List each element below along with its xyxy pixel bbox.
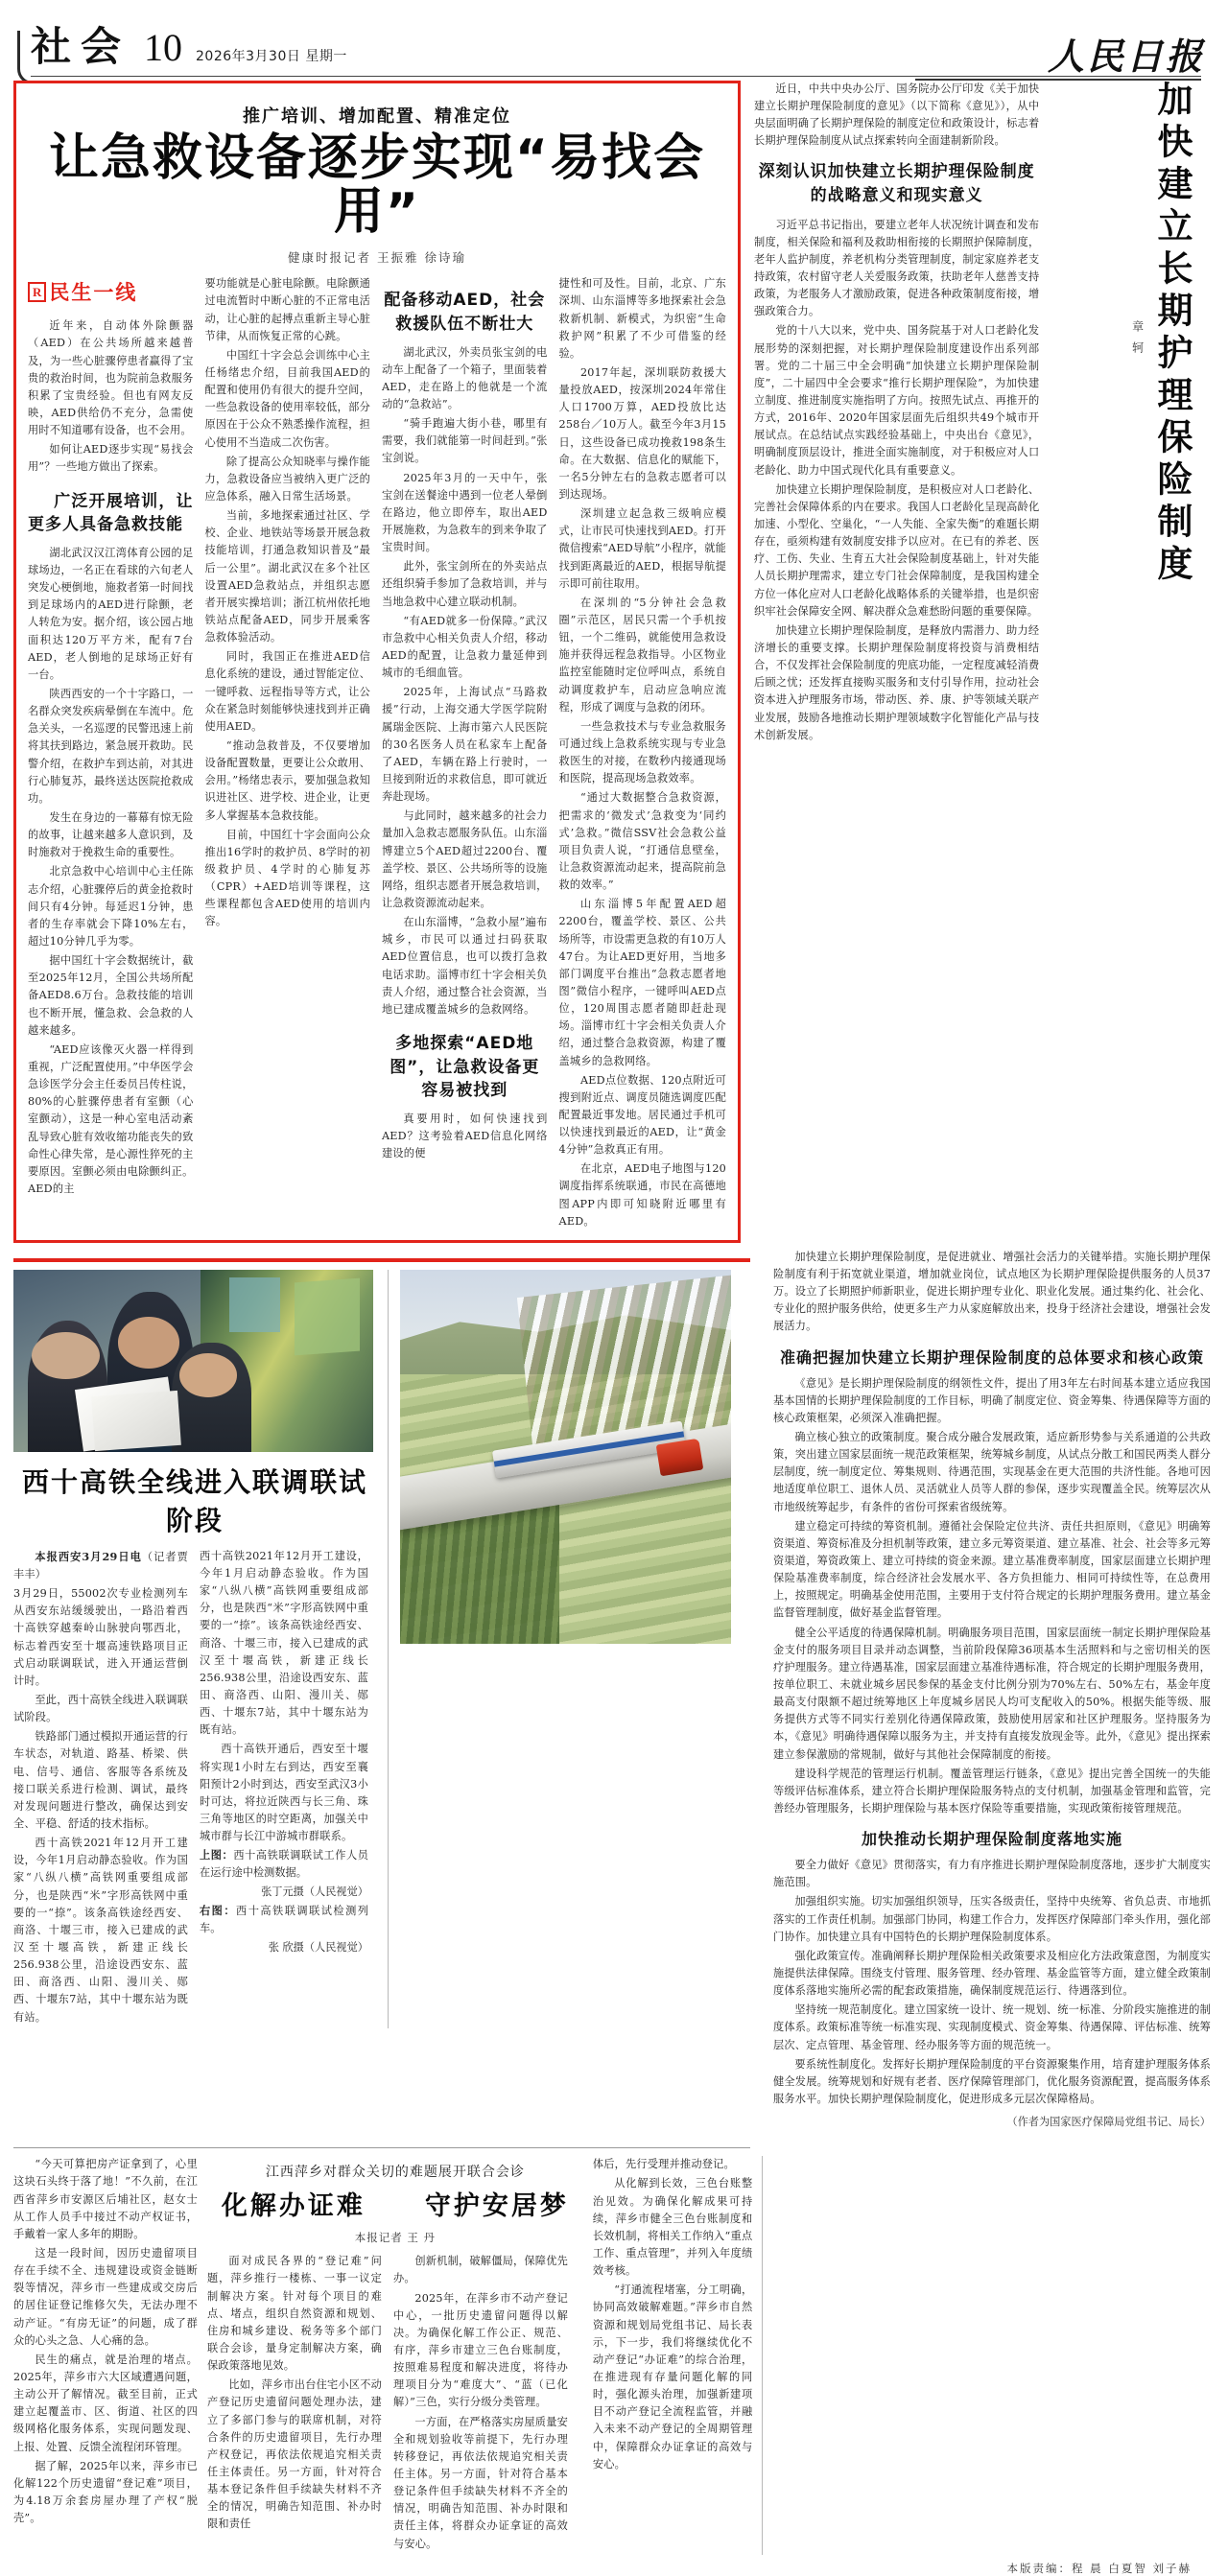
feature-col-1 (28, 275, 194, 1232)
column-divider-2 (762, 2156, 763, 2554)
feature-byline: 健康时报记者 王振雅 徐诗瑜 (288, 250, 466, 266)
feature-p1-2: 陕西西安的一个十字路口，一名群众突发疾病晕倒在车流中。危急关头，一名巡逻的民警迅速上前将其扶到路边，紧急展开救助。民警介绍，在救护车到达前，对其进行心肺复苏，最终送达医院抢救成功。 (28, 687, 194, 805)
feature-lead-1: 近年来，自动体外除颤器（AED）在公共场所越来越普及，为一些心脏骤停患者赢得了宝贵的救治时间，也为院前急救服务积累了宝贵经验。但也有网友反映，AED供给仍不充分，急需使用时不知道哪有设备，也不会用。 (28, 319, 194, 437)
feature-c3-8: 在山东淄博，“急救小屋”遍布城乡，市民可以通过扫码获取AED位置信息，也可以拨打急救电话求助。淄博市红十字会相关负责人介绍，通过整合社会资源，当地已建成覆盖城乡的急救网络。 (382, 916, 548, 1016)
pingxiang-byline: 本报记者 王 丹 (354, 2231, 437, 2245)
pingxiang-col-4 (593, 2156, 753, 2554)
editorial-intro: 近日，中共中央办公厅、国务院办公厅印发《关于加快建立长期护理保险制度的意见》（以下简称《意见》），从中央层面明确了长期护理保险的制度定位和政策设计，标志着长期护理保险制度从试点探索转向全面建制新阶段。 (754, 82, 1040, 148)
feature-c2-7: 目前，中国红十字会面向公众推出16学时的救护员、8学时的初级救护员、4学时的心肺复苏（CPR）+AED培训等课程，这些课程都包含AED使用的培训内容。 (204, 828, 371, 928)
pingxiang-section (13, 2156, 1215, 2554)
feature-c4-5: 一些急救技术与专业急救服务可通过线上急救系统实现与专业急救医生的对接，在数秒内接通现场和医院，提高现场急救效率。 (558, 719, 726, 785)
editorial-vertical-title-block (1049, 81, 1192, 746)
editorial-subhead-3: 加快推动长期护理保险制度落地实施 (861, 1830, 1122, 1849)
red-divider-1 (13, 1258, 750, 1262)
masthead (13, 0, 1215, 81)
column-divider-1 (388, 1270, 389, 2028)
pingxiang-c2-1: 面对成民各界的“登记难”问题，萍乡推行一楼栋、一事一议定制解决方案。针对每个项目的难点、堵点，组织自然资源和规划、住房和城乡建设、税务等多个部门联合会诊，量身定制解决方案，确保政策落地见效。 (207, 2255, 382, 2373)
railway-p2: 至此，西十高铁全线进入联调联试阶段。 (13, 1694, 188, 1724)
feature-c4-1: 捷性和可及性。目前，北京、广东深圳、山东淄博等多地探索社会急救新机制、新模式，为织密“生命救护网”积累了不少可借鉴的经验。 (558, 277, 726, 360)
editorial-p7: 确立核心独立的政策制度。聚合成分融合发展政策，适应新形势参与关系通道的公共政策，突出建立国家层面统一规范政策框架，统筹城乡制度，从试点分散工和国民两类人群分层制度，统一制度定位、筹集规则、待遇范围，实现基金在更大范围的共济性能。各地可因地适度单位职工、退休人员、灵活就业人员等人群的参保，逐步实现覆盖全民。统筹层次从市地级统筹起步，有条件的省份可探索省级统筹。 (773, 1431, 1211, 1513)
pingxiang-c3-1: 创新机制，破解僵局，保障优先办。 (393, 2255, 568, 2285)
pingxiang-c3-2: 2025年，在萍乡市不动产登记中心，一批历史遗留问题得以解决。为确保化解工作公正、规范、有序，萍乡市建立三色台账制度，按照难易程度和解决进度，将待办理项目分为“难度大”、“蓝（已化解）”三色，实行分级分类管理。 (393, 2291, 568, 2409)
railway-p3: 铁路部门通过模拟开通运营的行车状态，对轨道、路基、桥梁、供电、信号、通信、客服等各系统及接口联关系进行检测、调试，最终对发现问题进行整改，确保达到安全、平稳、舒适的技术指标。 (13, 1730, 188, 1831)
minsheng-tag (28, 277, 194, 306)
railway-right-block (400, 1270, 736, 2028)
feature-p1-4: 北京急救中心培训中心主任陈志介绍，心脏骤停后的黄金抢救时间只有4分钟。每延迟1分钟，患者的生存率就会下降10%左右，超过10分钟几乎为零。 (28, 865, 194, 948)
editorial-p3: 加快建立长期护理保险制度，是积极应对人口老龄化、完善社会保障体系的内在要求。我国人口老龄化呈现高龄化加速、小型化、空巢化，“一人失能、全家失衡”的难题长期存在，亟须构建有效制度安排予以应对。在已有的养老、医疗、工伤、失业、生育五大社会保险制度基础上，针对失能人员长期护理需求，建立专门社会保障制度，是我国构建全方位一体化应对人口老龄化战略体系的关键举措，也是织密织牢社会保障安全网、解决群众急难愁盼问题的重要保障。 (754, 482, 1040, 618)
feature-p1-1: 湖北武汉汉江湾体育公园的足球场边，一名正在看球的六旬老人突发心梗倒地，施救者第一时间找到足球场内的AED进行除颤，老人转危为安。据介绍，该公园占地面积达120万平方米，配有7台AED，老人倒地的足球场正好有一台。 (28, 546, 194, 681)
editorial-article (741, 81, 1192, 746)
pingxiang-headline (207, 2185, 583, 2222)
masthead-right (1047, 35, 1215, 81)
middle-left (13, 1249, 750, 2140)
pingxiang-c1-2: 这是一段时间，因历史遗留项目存在手续不全、违规建设或资金链断裂等情况，萍乡市一些建成或交房后的居住证登记维修欠失，无法办理不动产证。“有房无证”的问题，成了群众的心头之急、人心痛的急。 (13, 2246, 198, 2347)
tag-label: 民生一线 (49, 281, 138, 305)
pingxiang-c4-1: 体后，先行受理并推动登记。 (592, 2158, 735, 2171)
feature-col-2 (205, 275, 371, 1232)
photo-a-document-2 (91, 1391, 181, 1451)
feature-lead-2: 如何让AED逐步实现“易找会用”？一些地方做出了探索。 (28, 443, 194, 474)
editorial-text-column (754, 81, 1039, 746)
editorial-p13: 强化政策宣传。准确阐释长期护理保险相关政策要求及相应化方法政策意图，为制度实施提供法律保障。围绕支付管理、服务管理、经办管理、基金监管等方面，建立健全政策制度体系落地实施所必需的配套政策措施，确保制度规范运行、待遇落到位。 (773, 1949, 1211, 1998)
railway-col-1 (13, 1548, 188, 2028)
railway-caption-top-text: 西十高铁联调联试工作人员在运行途中检测数据。 (200, 1849, 368, 1880)
editorial-p8: 建立稳定可持续的筹资机制。遵循社会保险定位共济、责任共担原则，《意见》明确筹资渠道、筹资标准及分担机制等政策，建立多元筹资渠道、建立基准、社会、社会等多元筹资渠道，筹资政策上、建立可持续的资金来源。建立基准费率制度，国家层面建立长期护理保险基准费率制度，综合经济社会发展水平、各方负担能力、相同可持续性等，在总费用上，按照规定。明确基金使用范围，主要用于支付符合规定的长期护理服务费用。建立基金监督管理制度，做好基金监督管理。 (773, 1519, 1211, 1620)
editorial-p10: 建设科学规范的管理运行机制。覆盖管理运行链条，《意见》提出完善全国统一的失能等级评估标准体系，建立符合长期护理保险服务特点的支付机制，加强基金管理和监管，完善经办管理服务，长期护理保险与基本医疗保险等重要措施，实现政策衔接管理规范。 (773, 1767, 1211, 1815)
masthead-rule (31, 76, 1201, 77)
photo-a-screen-2 (229, 1277, 280, 1332)
feature-c2-6: “推动急救普及，不仅要增加设备配置数量，更要让公众敢用、会用。”杨绪忠表示，要加强急救知识进社区、进学校、进企业，让更多人掌握基本急救技能。 (204, 738, 371, 822)
feature-c4-7: 山东淄博5年配置AED超2200台，覆盖学校、景区、公共场所等，市设需更急救的有10万人47台。为让AED更好用，当地多部门调度平台推出“急救志愿者地图”微信小程序，一键呼叫AED点位，120周围志愿者随即赶赴现场。淄博市红十字会相关负责人介绍，通过整合急救资源，构建了覆盖城乡的急救网络。 (558, 898, 726, 1067)
top-section (13, 81, 1215, 1243)
bottom-right-spacer (772, 2156, 1215, 2554)
bottom-section (13, 2147, 1215, 2575)
feature-c4-3: 深圳建立起急救三级响应模式，让市民可快速找到AED。打开微信搜索“AED导航”小程序，就能找到距离最近的AED，根据导航提示即可前往取用。 (558, 507, 726, 590)
feature-c4-2: 2017年起，深圳联防救援大量投放AED，按深圳2024年常住人口1700万算，AED投放比达258台／10万人。截至今年3月15日，这些设备已成功挽救198条生命。在大数据、信息化的赋能下，一名5分钟左右的急救志愿者可以到达现场。 (558, 366, 726, 501)
editorial-p4: 加快建立长期护理保险制度，是释放内需潜力、助力经济增长的重要支撑。长期护理保险制度将投资与消费相结合，不仅发挥社会保险制度的兜底功能，一定程度减轻消费后顾之忧；还发挥直接购买服务和支付引导作用，拉动社会资本进入护理服务市场，带动医、养、康、护等领域关联产业发展，鼓励各地推动长期护理领域数字化智能化产品与技术创新发展。 (754, 623, 1040, 741)
editorial-source-note: （作者为国家医疗保障局党组书记、局长） (1006, 2116, 1211, 2129)
feature-kicker: 推广培训、增加配置、精准定位 (243, 106, 511, 127)
feature-c3-3: 2025年3月的一天中午，张宝剑在送餐途中遇到一位老人晕倒在路边，他立即停车，取出AED开展施救，为急救车的到来争取了宝贵时间。 (382, 471, 548, 554)
pingxiang-c3-3: 一方面，在严格落实房屋质量安全和规划验收等前提下，先行办理转移登记，再依法依规追究相关责任主体。另一方面，针对符合基本登记条件但手续缺失材料不齐全的情况，明确告知范围、补办时限和责任主体，将群众办证拿证的高效与安心。 (393, 2415, 568, 2550)
feature-c4-4: 在深圳的“5分钟社会急救圈”示范区，居民只需一个手机按钮，一个二维码，就能使用急救设施并获得远程急救指导。小区物业监控室能随时定位呼叫点，系统自动调度救护车，启动应急响应流程，形成了调度与急救的闭环。 (558, 596, 726, 714)
feature-subhead-3: 多地探索“AED地图”，让急救设备更容易被找到 (390, 1033, 540, 1101)
railway-dateline: 本报西安3月29日电 (35, 1549, 142, 1563)
feature-c2-5: 同时，我国正在推进AED信息化系统的建设，通过智能定位、一键呼救、远程指导等方式，让公众在紧急时刻能够快速找到并正确使用AED。 (204, 650, 371, 733)
feature-c3-5: “有AED就多一份保障。”武汉市急救中心相关负责人介绍，移动AED的配置，让急救力量延伸到城市的毛细血管。 (382, 614, 548, 680)
feature-subhead-1: 广泛开展培训，让更多人具备急救技能 (28, 491, 194, 535)
feature-c4-6: “通过大数据整合急救资源，把需求的‘微发式’急救变为‘同约式’急救。”微信SSV社会急救公益项目负责人说，“打通信息壁垒，让急救资源流动起来，提高院前急救的效率。” (558, 791, 726, 892)
photo-a-person-1-head (32, 1332, 100, 1379)
editorial-p14: 坚持统一规范制度化。建立国家统一设计、统一规划、统一标准、分阶段实施推进的制度体系。政策标准等统一标准实现、实现制度模式、资金筹集、待遇保障、评估标准、统筹层次、定点管理、基金管理、经办服务等方面的规范统一。 (773, 2003, 1211, 2051)
railway-col-2 (200, 1548, 368, 2028)
pingxiang-c2-2: 比如，萍乡市出台住宅小区不动产登记历史遗留问题处理办法，建立了多部门参与的联席机制，对符合条件的历史遗留项目，先行办理产权登记，再依法依规追究相关责任主体责任。另一方面，针对符合基本登记条件但手续缺失材料不齐全的情况，明确告知范围、补办时限和责任 (207, 2378, 382, 2531)
railway-caption-right-text: 西十高铁联调联试检测列车。 (200, 1905, 368, 1934)
feature-c3-1: 湖北武汉，外卖员张宝剑的电动车上配备了一个箱子，里面装着AED，走在路上的他就是一个流动的“急救站”。 (382, 345, 548, 411)
pingxiang-c1-4: 据了解，2025年以来，萍乡市已化解122个历史遗留“登记难”项目，为4.18万余套房屋办理了产权“脱壳”。 (13, 2459, 198, 2525)
feature-c3-6: 2025年，上海试点“马路救援”行动，上海交通大学医学院附属瑞金医院、上海市第六人民医院的30名医务人员在私家车上配备了AED，车辆在路上行驶时，一旦接到附近的求救信息，即可就近奔赴现场。 (382, 686, 548, 804)
feature-article (13, 81, 741, 1243)
railway-caption-top-credit: 张丁元摄（人民视觉） (261, 1885, 368, 1899)
pingxiang-kicker: 江西萍乡对群众关切的难题展开联合会诊 (265, 2165, 525, 2181)
paper-logo: 人民日报 (1047, 35, 1205, 78)
feature-subhead-2: 配备移动AED，社会救援队伍不断壮大 (384, 291, 546, 334)
editorial-author: 章轲 (1130, 320, 1145, 363)
feature-col-4 (559, 275, 726, 1232)
photo-test-train (400, 1270, 731, 1644)
pingxiang-col-3 (393, 2253, 568, 2554)
feature-c3-9: 真要用时，如何快速找到AED？这考验着AED信息化网络建设的便 (382, 1112, 548, 1160)
feature-p1-5: 据中国红十字会数据统计，截至2025年12月，全国公共场所配备AED8.6万台。急救技能的培训也不断开展，懂急救、会急救的人越来越多。 (28, 954, 194, 1037)
feature-p1-3: 发生在身边的一幕幕有惊无险的故事，让越来越多人意识到，及时施救对于挽救生命的重要性。 (28, 810, 194, 859)
feature-c3-4: 此外，张宝剑所在的外卖站点还组织骑手参加了急救培训，并与当地急救中心建立联动机制。 (382, 560, 548, 608)
feature-c2-2: 中国红十字会总会训练中心主任杨绪忠介绍，目前我国AED的配置和使用仍有很大的提升空间，一些急救设备的使用率较低，部分原因在于公众不熟悉操作流程，担心使用不当造成二次伤害。 (204, 348, 371, 449)
masthead-left (13, 23, 347, 81)
page-number: 10 (144, 26, 183, 69)
editorial-p1: 习近平总书记指出，要建立老年人状况统计调查和发布制度，相关保险和福利及救助相衔接的长期照护保障制度，老年人监护制度，养老机构分类管理制度，制定家庭养老支持政策，农村留守老人关爱服务政策，扶助老年人慈善支持政策，为老服务人才激励政策，促进各种政策制度衔接，增强政策合力。 (754, 218, 1040, 318)
photo-inspection-crew (13, 1270, 373, 1452)
photo-b-locomotive (656, 1438, 703, 1476)
editorial-subhead-2: 准确把握加快建立长期护理保险制度的总体要求和核心政策 (779, 1347, 1204, 1367)
editorial-subhead-1: 深刻认识加快建立长期护理保险制度的战略意义和现实意义 (758, 161, 1035, 206)
pingxiang-subcolumns (207, 2253, 583, 2554)
pingxiang-col-2 (207, 2253, 382, 2554)
feature-c2-3: 除了提高公众知晓率与操作能力，急救设备应当被纳入更广泛的应急体系，融入日常生活场景。 (204, 455, 371, 503)
pingxiang-col-1 (13, 2156, 198, 2554)
pingxiang-headline-b: 守护安居梦 (424, 2191, 569, 2222)
feature-c2-1: 要功能就是心脏电除颤。电除颤通过电流暂时中断心脏的不正常电活动，让心脏的起搏点重新主导心脏节律，从而恢复正常的心跳。 (204, 277, 371, 342)
feature-c3-2: “骑手跑遍大街小巷，哪里有需要，我们就能第一时间赶到。”张宝剑说。 (382, 417, 548, 465)
editorial-p12: 加强组织实施。切实加强组织领导，压实各级责任，坚持中央统筹、省负总责、市地抓落实的工作责任机制。加强部门协同，构建工作合力，发挥医疗保障部门牵头作用，强化部门协作。加快建立具有中国特色的长期护理保险制度体系。 (773, 1895, 1211, 1943)
railway-p4b: 西十高铁2021年12月开工建设，今年1月启动静态验收。作为国家“八纵八横”高铁网重要组成部分，也是陕西“米”字形高铁网中重要的一“捺”。该条高铁途经西安、商洛、十堰三市，接入已建成的武汉至十堰高铁，新建正线长256.938公里，沿途设西安东、蓝田、商洛西、山阳、漫川关、郧西、十堰东7站，其中十堰东站为既有站。 (200, 1549, 368, 1737)
pingxiang-main (207, 2156, 583, 2554)
editorial-vertical-title: 加快建立长期护理保险制度 (1151, 81, 1193, 587)
railway-headline: 西十高铁全线进入联调联试阶段 (21, 1465, 367, 1536)
pingxiang-headline-a: 化解办证难 (221, 2191, 366, 2222)
railway-p1: 3月29日，55002次专业检测列车从西安东站缓缓驶出，一路沿着西十高铁穿越秦岭山脉驶向鄂西北，标志着西安至十堰高速铁路项目正式启动联调联试，进入开通运营倒计时。 (13, 1587, 188, 1687)
feature-p1-6: “AED应该像灭火器一样得到重视，广泛配置使用。”中华医学会急诊医学分会主任委员吕传柱说，80%的心脏骤停患者有室颤（心室颤动），这是一种心室电活动紊乱导致心脏有效收缩功能丧失的致命性心律失常，是心源性猝死的主要原因。室颤必须由电除颤纠正。AED的主 (28, 1042, 194, 1195)
railway-photo-row (13, 1270, 750, 2028)
feature-c4-9: 在北京，AED电子地图与120调度指挥系统联通，市民在高德地图APP内即可知晓附近哪里有AED。 (558, 1162, 726, 1228)
railway-caption-top-label: 上图： (200, 1848, 234, 1862)
publication-date: 2026年3月30日 星期一 (196, 49, 347, 64)
pingxiang-c1-3: 民生的痛点，就是治理的堵点。2025年，萍乡市六大区域遭遇问题，主动公开了解情况。截至目前，正式建立起覆盖市、区、街道、社区的四级网格化服务体系，实现问题发现、上报、处置、反馈全流程闭环管理。 (13, 2353, 198, 2453)
feature-c2-4: 当前，多地探索通过社区、学校、企业、地铁站等场景开展急救技能培训，打通急救知识普及“最后一公里”。湖北武汉在多个社区设置AED急救站点，并组织志愿者开展实操培训；浙江杭州依托地铁站点配备AED，同步开展乘客急救体验活动。 (204, 509, 371, 644)
railway-caption-top (200, 1847, 368, 1882)
middle-section (13, 1249, 1215, 2140)
railway-left-block (13, 1270, 376, 2028)
editorial-p15: 要系统性制度化。发挥好长期护理保险制度的平台资源聚集作用，培育建护理服务体系健全发展。统筹规划和好规有老者、医疗保障管理部门，优化服务资源配置，提高服务体系服务水平。加快长期护理保险制度化，促进形成多元层次保障格局。 (773, 2057, 1211, 2105)
railway-p5: 西十高铁开通后，西安至十堰将实现1小时左右到达，西安至襄阳预计2小时到达，西安至武汉3小时可达，将拉近陕西与长三角、珠三角等地区的时空距离，加强关中城市群与长江中游城市群联系。 (200, 1743, 368, 1843)
photo-a-screen-1 (295, 1278, 360, 1356)
pingxiang-c4-2: 从化解到长效，三色台账整治见效。为确保化解成果可持续，萍乡市健全三色台账制度和长效机制，将相关工作纳入“重点工作、重点管理”，并列入年度绩效考核。 (592, 2177, 753, 2278)
feature-c4-8: AED点位数据、120点附近可搜到附近点、调度员随选调度匹配配置最近事发地。居民通过手机可以快速找到最近的AED，让“黄金4分钟”急救真正有用。 (558, 1073, 726, 1157)
railway-columns (13, 1548, 376, 2028)
editorial-p5: 加快建立长期护理保险制度，是促进就业、增强社会活力的关键举措。实施长期护理保险制度有利于拓宽就业渠道，增加就业岗位，试点地区为长期护理保险提供服务的人员37万。设立了长期照护师新职业，促进长期护理专业化、职业化发展。通过集约化、社会化、专业化的照护服务供给，使更多生产力从家庭解放出来，投身于经济社会建设，增强社会发展活力。 (773, 1250, 1211, 1333)
editorial-p11: 要全力做好《意见》贯彻落实，有力有序推进长期护理保险制度落地，逐步扩大制度实施范围。 (773, 1859, 1211, 1889)
feature-c3-7: 与此同时，越来越多的社会力量加入急救志愿服务队伍。山东淄博建立5个AED超过2200台、覆盖学校、景区、公共场所等的设施网络，组织志愿者开展急救培训，让急救资源流动起来。 (382, 809, 548, 909)
railway-lead (13, 1548, 188, 1583)
editorial-p6: 《意见》是长期护理保险制度的纲领性文件，提出了用3年左右时间基本建立适应我国基本国情的长期护理保险制度的工作目标，明确了制度定位、资金筹集、待遇保障等方面的核心政策框架，必须深入准确把握。 (773, 1376, 1211, 1424)
feature-columns (28, 275, 726, 1232)
editorial-p9: 健全公平适度的待遇保障机制。明确服务项目范围，国家层面统一制定长期护理保险基金支付的服务项目目录并动态调整，当前阶段保障36项基本生活照料和与之密切相关的医疗护理服务。建立待遇基准，国家层面建立基准待遇标准，符合规定的长期护理服务费用，按单位职工、未就业城乡居民参保的基金支付比例分别为70%左右、50%左右，基金年度最高支付限额不超过统筹地区上年度城乡居民人均可支配收入的50%。根据失能等级、服务提供方式等不同实行差别化待遇保障政策，鼓励使用居家和社区护理服务。坚持服务为本，《意见》明确待遇保障以服务为主，并支持有直接发放现金等。此外，《意见》提出探索建立参保激励的常规制，做好与其他社会保障制度的衔接。 (773, 1626, 1211, 1761)
railway-caption-right (200, 1903, 368, 1937)
railway-caption-right-credit: 张 欣摄（人民视觉） (268, 1940, 368, 1954)
feature-headline: 让急救设备逐步实现“易找会用” (48, 129, 706, 242)
photo-a-person-2-head (118, 1317, 179, 1368)
pingxiang-c4-3: “打通流程堵塞，分工明确，协同高效破解难题。”萍乡市自然资源和规划局党组书记、局长表示，下一步，我们将继续优化不动产登记“办证难”的综合治理，在推进现有存量问题化解的同时，强化源头治理，加强新建项目不动产登记全流程监管，并融入未来不动产登记的全周期管理中，保障群众办证拿证的高效与安心。 (592, 2283, 753, 2471)
tag-r-icon: R (28, 282, 46, 302)
editorial-p2: 党的十八大以来，党中央、国务院基于对人口老龄化发展形势的深刻把握，对长期护理保险制度建设作出系列部署。党的二十届三中全会明确“加快建立长期护理保险制度”，二十届四中全会要求“推行长期护理保险”，为加快建立制度、推进制度实施指明了方向。按照先试点、再推开的方式，2016年、2020年国家层面先后组织共49个城市开展试点。在总结试点实践经验基础上，中央出台《意见》，明确制度顶层设计，推进全面实施制度，对于积极应对人口老龄化、助力中国式现代化具有重要意义。 (754, 324, 1040, 477)
section-name: 社会 (31, 23, 131, 70)
thin-divider-bottom (13, 2147, 750, 2148)
photo-a-person-3-head (179, 1353, 237, 1397)
pingxiang-c1-1: “今天可算把房产证拿到了，心里这块石头终于落了地！”不久前，在江西省萍乡市安源区后埔社区，赵女士从工作人员手中接过不动产权证书，手戴着一家人多年的期盼。 (13, 2158, 198, 2240)
railway-lead-byline: （记者贾丰丰） (13, 1550, 188, 1581)
page-footer: 本版责编：程 晨 白夏智 刘子赫 (1006, 2561, 1192, 2575)
editorial-continued-1 (760, 1249, 1211, 2140)
railway-caption-right-label: 右图： (200, 1904, 237, 1918)
feature-col-3 (382, 275, 548, 1232)
railway-p4: 西十高铁2021年12月开工建设，今年1月启动静态验收。作为国家“八纵八横”高铁网重要组成部分，也是陕西“米”字形高铁网中重要的一“捺”。该条高铁途经西安、商洛、十堰三市，接入已建成的武汉至十堰高铁，新建正线长256.938公里，沿途设西安东、蓝田、商洛西、山阳、漫川关、郧西、十堰东7站，其中十堰东站为既有站。 (13, 1837, 188, 2024)
